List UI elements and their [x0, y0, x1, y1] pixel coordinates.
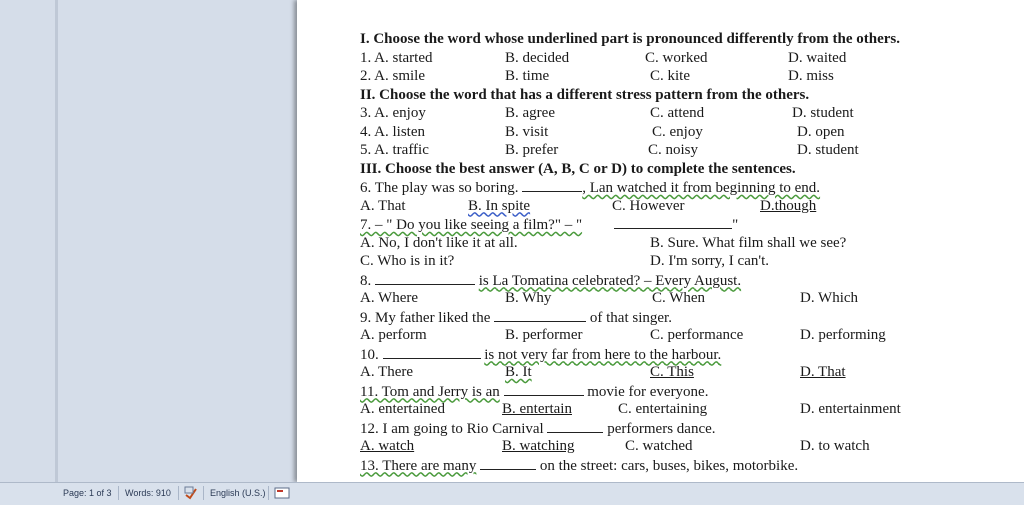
q9-option-a: A. perform: [360, 327, 427, 343]
q7-option-b: B. Sure. What film shall we see?: [650, 234, 847, 251]
answer-blank: [480, 456, 536, 470]
answer-blank: [547, 419, 603, 433]
q5-option-d: D. student: [797, 142, 859, 158]
q6-option-c: C. However: [612, 197, 685, 214]
q4-option-b: B. visit: [505, 123, 549, 140]
q2-option-b: B. time: [505, 68, 550, 84]
q12-option-a: A. watch: [360, 438, 415, 454]
navigation-pane: [0, 0, 297, 482]
question-8-options: [360, 289, 1000, 308]
question-9-stem: 9. My father liked the of that singer.: [360, 309, 672, 326]
q1-option-d: D. waited: [788, 49, 847, 66]
q7-option-a: A. No, I don't like it at all.: [360, 234, 518, 251]
q1-option-c: C. worked: [645, 49, 708, 66]
question-7-options-ab: [360, 234, 1000, 253]
question-12-options: [360, 437, 1000, 456]
q4-option-c: C. enjoy: [652, 123, 703, 140]
q7-option-c: C. Who is in it?: [360, 253, 455, 269]
q10-option-d: D. That: [800, 364, 846, 380]
q8-option-c: C. When: [652, 290, 706, 306]
q2-option-d: D. miss: [788, 68, 834, 84]
q8-option-b: B. Why: [505, 290, 552, 306]
q6-option-a: A. That: [360, 197, 406, 214]
document-page[interactable]: [297, 0, 1024, 482]
q3-option-d: D. student: [792, 105, 854, 121]
question-4: [360, 123, 1000, 142]
question-10-options: [360, 363, 1000, 382]
status-separator: [118, 486, 119, 500]
q7-option-d: D. I'm sorry, I can't.: [650, 253, 769, 269]
answer-blank: [614, 215, 732, 229]
q8-option-a: A. Where: [360, 290, 419, 306]
macro-record-icon[interactable]: [274, 486, 290, 502]
q11-option-b: B. entertain: [502, 401, 572, 417]
question-12-stem: 12. I am going to Rio Carnival performers dance.: [360, 420, 716, 437]
q10-option-a: A. There: [360, 364, 414, 380]
status-separator: [178, 486, 179, 500]
q4-option-a: 4. A. listen: [360, 123, 426, 140]
q1-option-a: 1. A. started: [360, 49, 433, 66]
question-7-stem: 7. – " Do you like seeing a film?" – " ": [360, 217, 739, 233]
q11-option-c: C. entertaining: [618, 401, 708, 417]
q4-option-d: D. open: [797, 123, 845, 140]
section-1-heading: I. Choose the word whose underlined part is pronounced differently from the others.: [360, 31, 901, 47]
question-2: [360, 67, 1000, 86]
question-6-options: [360, 197, 1000, 216]
q12-option-c: C. watched: [625, 438, 693, 454]
answer-blank: [522, 178, 582, 192]
page-count[interactable]: Page: 1 of 3: [63, 488, 112, 498]
status-separator: [203, 486, 204, 500]
q5-option-c: C. noisy: [648, 142, 699, 158]
question-1: [360, 49, 1000, 68]
q2-option-a: 2. A. smile: [360, 68, 426, 84]
language-indicator[interactable]: English (U.S.): [210, 488, 266, 498]
q2-option-c: C. kite: [650, 68, 690, 84]
proofing-icon[interactable]: [184, 486, 198, 502]
status-separator: [268, 486, 269, 500]
word-count[interactable]: Words: 910: [125, 488, 171, 498]
question-11-options: [360, 400, 1000, 419]
question-5: [360, 141, 1000, 160]
pane-divider: [55, 0, 58, 482]
q6-option-d: D.though: [760, 197, 817, 214]
q5-option-b: B. prefer: [505, 142, 559, 158]
q1-option-b: B. decided: [505, 49, 570, 66]
q9-option-b: B. performer: [505, 327, 583, 343]
q6-option-b: B. In spite: [468, 197, 531, 214]
question-6-stem: 6. The play was so boring. , Lan watched it from beginning to end.: [360, 180, 821, 196]
q5-option-a: 5. A. traffic: [360, 142, 429, 158]
answer-blank: [504, 382, 584, 396]
question-13-stem: 13. There are many on the street: cars, buses, bikes, motorbike.: [360, 457, 799, 474]
q12-option-b: B. watching: [502, 438, 575, 454]
question-3: [360, 104, 1000, 123]
q3-option-c: C. attend: [650, 105, 705, 121]
section-2-heading: II. Choose the word that has a different stress pattern from the others.: [360, 86, 810, 103]
question-7-options-cd: [360, 252, 1000, 271]
q9-option-c: C. performance: [650, 327, 744, 343]
q9-option-d: D. performing: [800, 327, 886, 343]
q3-option-a: 3. A. enjoy: [360, 105, 426, 121]
answer-blank: [383, 345, 481, 359]
question-8-stem: 8. is La Tomatina celebrated? – Every August.: [360, 272, 742, 289]
q3-option-b: B. agree: [505, 105, 555, 121]
question-9-options: [360, 326, 1000, 345]
worksheet-body: [360, 30, 1000, 474]
q12-option-d: D. to watch: [800, 438, 870, 454]
question-10-stem: 10. is not very far from here to the harbour.: [360, 346, 722, 363]
q10-option-c: C. This: [650, 364, 694, 380]
question-11-stem: 11. Tom and Jerry is an movie for everyone.: [360, 383, 709, 400]
q8-option-d: D. Which: [800, 290, 859, 306]
q11-option-d: D. entertainment: [800, 401, 901, 417]
q11-option-a: A. entertained: [360, 401, 445, 417]
section-3-heading: III. Choose the best answer (A, B, C or D) to complete the sentences.: [360, 160, 796, 177]
status-bar: [0, 482, 1024, 505]
answer-blank: [375, 271, 475, 285]
q10-option-b: B. It: [505, 364, 532, 380]
answer-blank: [494, 308, 586, 322]
